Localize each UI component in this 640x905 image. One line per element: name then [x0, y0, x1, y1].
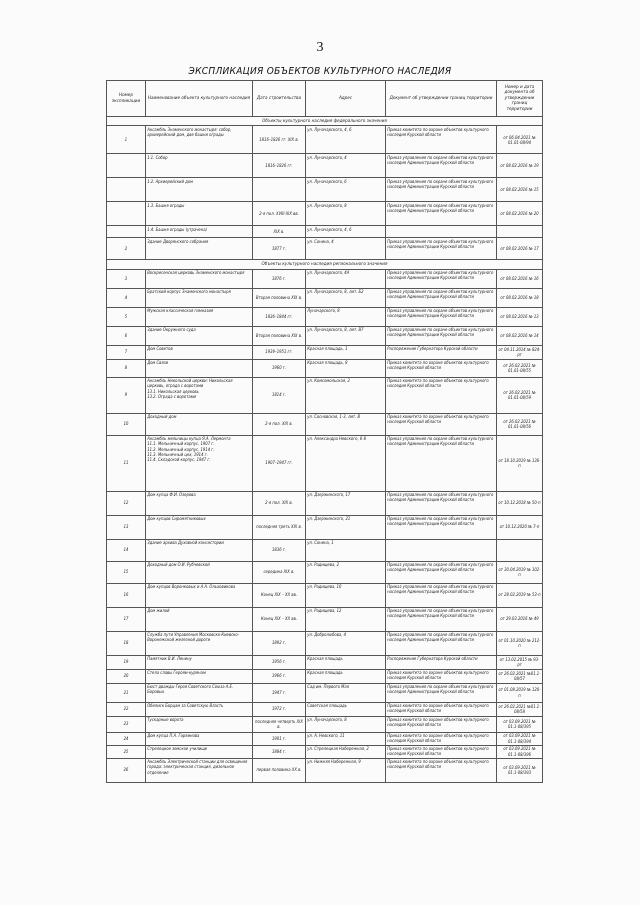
cell-address: ул. А. Невского, 11 — [306, 732, 386, 745]
cell-address: ул. Луначарского, 6 — [306, 178, 386, 202]
cell-address: Луначарского, 8 — [306, 307, 386, 326]
table-header-row — [107, 81, 543, 117]
cell-address: ул. Луначарского, 4, 6 — [306, 226, 386, 238]
table-row — [107, 435, 543, 491]
cell-name: Бюст дважды Героя Советского Союза А.Е. Боровых — [146, 683, 253, 702]
cell-date: Конец XIX – XX вв. — [253, 607, 306, 631]
cell-document-number: от 06.04.2021 № 01.01-08/94 — [497, 126, 543, 154]
heritage-table — [106, 80, 543, 783]
cell-num: 9 — [107, 377, 146, 413]
cell-address: ул. Сонина, 4 — [306, 238, 386, 260]
cell-address: ул. Сосновская, 1-3, лит. В — [306, 413, 386, 435]
cell-name: Дом купца Ф.И. Озерова — [146, 491, 253, 515]
table-row — [107, 377, 543, 413]
cell-date: 1939–1951 гг. — [253, 345, 306, 359]
cell-name: Служба пути Управления Московско-Киевско-Воронежской железной дороги — [146, 631, 253, 655]
cell-date: 1877 г. — [253, 238, 306, 260]
table-row — [107, 745, 543, 758]
cell-name: Памятник В.И. Ленину — [146, 655, 253, 669]
table-row — [107, 238, 543, 260]
cell-document-number: от 04.11.2014 № 824-рг — [498, 346, 541, 358]
cell-num: 7 — [107, 345, 146, 359]
cell-date: Вторая половина XIX в. — [253, 288, 306, 307]
table-row — [107, 669, 543, 683]
cell-num: 19 — [107, 655, 146, 669]
table-row — [107, 491, 543, 515]
section-row — [107, 117, 543, 126]
cell-date: 1892 г. — [253, 631, 306, 655]
cell-address: ул. Дзержинского, 17 — [306, 491, 386, 515]
table-row — [107, 307, 543, 326]
cell-num: 20 — [107, 669, 146, 683]
cell-document: Приказ управления по охране объектов культурного наследия Администрации Курской области — [386, 178, 497, 202]
cell-num: 24 — [107, 732, 146, 745]
cell-num: 14 — [107, 539, 146, 561]
section-row — [107, 260, 543, 269]
cell-name: Дом Советов — [146, 345, 253, 359]
cell-num: 10 — [107, 413, 146, 435]
cell-address: ул. Радищева, 10 — [306, 583, 386, 607]
cell-name: Здание архива Духовной консистории — [146, 539, 253, 561]
cell-document: Приказ управления по охране объектов культурного наследия Администрации Курской области — [386, 238, 497, 260]
cell-document: Приказ управления по охране объектов культурного наследия Администрации Курской области — [386, 561, 497, 583]
cell-num — [107, 202, 146, 226]
cell-date: 1966 г. — [253, 669, 306, 683]
cell-document-number: от 01.08.2019 № 120-п — [497, 683, 543, 702]
cell-address: Красная площадь — [306, 669, 386, 683]
cell-document: Приказ управления по охране объектов культурного наследия Администрации Курской области — [386, 583, 497, 607]
cell-document-number: от 26.02.2021 № 01.01-08/56 — [497, 413, 543, 435]
cell-document: Приказ управления по охране объектов культурного наследия Администрации Курской области — [386, 631, 497, 655]
cell-date: 1884 г. — [253, 745, 306, 758]
cell-date: 1907–1947 гг. — [253, 435, 306, 491]
cell-document-number: от 26.02.2021 №01.1-08/57 — [498, 670, 541, 682]
cell-num: 5 — [107, 307, 146, 326]
cell-num: 13 — [107, 515, 146, 539]
cell-name: Стела славы Героям-курянам — [146, 669, 253, 683]
cell-address: ул. Сонина, 1 — [306, 539, 386, 561]
cell-num — [107, 178, 146, 202]
cell-document: Приказ управления по охране объектов культурного наследия Администрации Курской области — [386, 307, 497, 326]
cell-document-number: от 26.02.2021 №01.1-08/58 — [498, 703, 541, 715]
cell-name: Тускарные ворота — [146, 716, 253, 732]
cell-num: 12 — [107, 491, 146, 515]
cell-date: 1972 г. — [253, 702, 306, 716]
cell-num: 15 — [107, 561, 146, 583]
cell-document-number: от 03.09.2021 № 01.1-08/394 — [497, 732, 543, 745]
cell-num: 3 — [107, 269, 146, 288]
cell-document-number: от 08.02.2016 № 13 — [497, 307, 543, 326]
cell-document: Приказ комитета по охране объектов культурного наследия Курской области — [386, 377, 497, 413]
cell-num — [107, 226, 146, 238]
cell-num: 2 — [107, 238, 146, 260]
cell-document-number: от 03.09.2021 № 01.1-08/393 — [497, 758, 543, 782]
cell-document: Приказ комитета по охране объектов культурного наследия Курской области — [386, 413, 497, 435]
cell-document-number: от 18.10.2019 № 136-п — [497, 435, 543, 491]
cell-document-number: от 08.02.2016 № 17 — [497, 238, 543, 260]
cell-date: 1956 г. — [253, 655, 306, 669]
cell-address: Красная площадь — [306, 655, 386, 669]
table-row — [107, 539, 543, 561]
cell-address: ул. Луначарского, 4 — [306, 154, 386, 178]
cell-address: ул. Дзержинского, 21 — [306, 515, 386, 539]
table-row — [107, 702, 543, 716]
cell-document-number: от 08.02.2016 № 19 — [497, 154, 543, 178]
cell-name: Доходный дом О.И. Рубчевской — [146, 561, 253, 583]
header-document: Документ об утверждении границ территории — [386, 81, 497, 117]
cell-num: 25 — [107, 745, 146, 758]
cell-document-number: от 08.02.2016 № 14 — [497, 326, 543, 345]
table-row — [107, 178, 543, 202]
cell-document: Приказ комитета по охране объектов культурного наследия Курской области — [386, 745, 497, 758]
cell-document-number: от 10.12.2018 № 50-п — [497, 491, 543, 515]
table-row — [107, 269, 543, 288]
section-regional: Объекты культурного наследия регионального значения — [107, 260, 543, 269]
cell-document-number: от 08.02.2016 № 18 — [497, 288, 543, 307]
table-row — [107, 561, 543, 583]
cell-num: 11 — [107, 435, 146, 491]
cell-document-number: от 03.09.2021 № 01.1-08/396 — [497, 745, 543, 758]
cell-document-number: от 28.02.2019 № 53-п — [497, 583, 543, 607]
cell-document: Приказ комитета по охране объектов культурного наследия Курской области — [386, 716, 497, 732]
table-body — [107, 126, 543, 782]
cell-document: Приказ комитета по охране объектов культурного наследия Курской области — [386, 669, 497, 683]
cell-document: Приказ управления по охране объектов культурного наследия Администрации Курской области — [386, 202, 497, 226]
table-row — [107, 732, 543, 745]
cell-address: Красная площадь, 1 — [306, 345, 386, 359]
cell-date: 1814 г. — [253, 377, 306, 413]
cell-document: Распоряжение Губернатора Курской области — [386, 345, 497, 359]
cell-document: Приказ комитета по охране объектов культурного наследия Курской области — [386, 126, 497, 154]
table-row — [107, 655, 543, 669]
cell-name: Доходный дом — [146, 413, 253, 435]
cell-document: Распоряжение Губернатора Курской области — [386, 655, 497, 669]
cell-address: ул. Луначарского, 8 — [306, 716, 386, 732]
cell-date: 1816–1826 гг. XIX в. — [253, 126, 306, 154]
cell-document: Приказ комитета по охране объектов культурного наследия Курской области — [386, 702, 497, 716]
header-address: Адрес — [306, 81, 386, 117]
cell-date: 2-я пол. XIX в. — [253, 413, 306, 435]
cell-num: 22 — [107, 702, 146, 716]
cell-document-number: от 29.03.2016 № 49 — [497, 607, 543, 631]
table-row — [107, 413, 543, 435]
cell-date: 1836–1844 гг. — [253, 307, 306, 326]
cell-date: 2-я пол. XVIII-XIX вв. — [253, 202, 306, 226]
cell-document-number: от 03.09.2021 № 01.1-08/395 — [497, 716, 543, 732]
cell-num — [107, 154, 146, 178]
cell-document: Приказ управления по охране объектов культурного наследия Администрации Курской области — [386, 269, 497, 288]
cell-name: Обелиск Борцам за Советскую Власть — [146, 702, 253, 716]
cell-address: Советская площадь — [306, 702, 386, 716]
cell-document: Приказ управления по охране объектов культурного наследия Администрации Курской области — [386, 515, 497, 539]
cell-document — [386, 539, 497, 561]
cell-name: 1.4. Башня ограды (утрачена) — [146, 226, 253, 238]
cell-document-number: от 10.12.2020 № 7-п — [497, 515, 543, 539]
cell-document-number: от 13.02.2015 № 93-рг — [497, 655, 543, 669]
cell-name: Дом купцов Воронковых и А.А. Ольховикова — [146, 583, 253, 607]
cell-address: ул. Луначарского, 8, лит. Б2 — [306, 288, 386, 307]
cell-document-number: от 26.02.2021 № 01.01-08/59 — [497, 377, 543, 413]
cell-num: 26 — [107, 758, 146, 782]
cell-date: последняя треть XIX в. — [253, 515, 306, 539]
cell-date: 1816–1826 гг. — [253, 154, 306, 178]
cell-address: ул. Александра Невского, 6-8 — [306, 435, 386, 491]
cell-document-number: от 08.02.2016 № 20 — [497, 202, 543, 226]
cell-document-number: от 30.04.2019 № 102-п — [497, 561, 543, 583]
cell-document-number — [497, 539, 543, 561]
cell-document: Приказ управления по охране объектов культурного наследия Администрации Курской области — [386, 683, 497, 702]
cell-date: 1901 г. — [253, 732, 306, 745]
table-row — [107, 515, 543, 539]
cell-document: Приказ комитета по охране объектов культурного наследия Курской области — [386, 359, 497, 377]
cell-address: ул. Добролюбова, 4 — [306, 631, 386, 655]
table-row — [107, 583, 543, 607]
cell-num: 16 — [107, 583, 146, 607]
cell-name: Братский корпус Знаменского монастыря — [146, 288, 253, 307]
page-number: 3 — [316, 40, 324, 55]
table-row — [107, 607, 543, 631]
cell-document: Приказ управления по охране объектов культурного наследия Администрации Курской области — [386, 154, 497, 178]
cell-date: Конец XIX – XX вв. — [253, 583, 306, 607]
cell-address: ул. Луначарского, 8, лит. В7 — [306, 326, 386, 345]
cell-document-number: от 26.02.2021 № 01.01-08/55 — [497, 359, 543, 377]
cell-num: 17 — [107, 607, 146, 631]
cell-document — [386, 226, 497, 238]
cell-address: ул. Радищева, 2 — [306, 561, 386, 583]
header-name: Наименование объекта культурного наследия — [146, 81, 253, 117]
header-num: Номер экспликации — [107, 81, 146, 117]
cell-address: ул. Луначарского, 4А — [306, 269, 386, 288]
cell-address: Сад им. Первого Мая — [306, 683, 386, 702]
cell-name: Ансамбль мельницы купца Я.А. Лермонта 11.1. Мельничный корпус, 1907 г. 11.2. Мельничный корпус, 1914 г. 11.3. Мельничный цех, 1914 г. 11.4. Складской корпус, 1947 г. — [146, 435, 253, 491]
cell-date: последняя четверть XIX в. — [253, 716, 306, 732]
cell-name: Дом купца П.А. Горяинова — [146, 732, 253, 745]
cell-document: Приказ управления по охране объектов культурного наследия Администрации Курской области — [386, 491, 497, 515]
cell-date: середина XIX в. — [253, 561, 306, 583]
table-row — [107, 683, 543, 702]
cell-address: ул. Стрелецкая Набережная, 2 — [306, 745, 386, 758]
cell-date: 2-я пол. XIX в. — [253, 491, 306, 515]
cell-date: XIX в. — [253, 226, 306, 238]
cell-num: 1 — [107, 126, 146, 154]
cell-date: 1947 г. — [253, 683, 306, 702]
cell-document: Приказ управления по охране объектов культурного наследия Администрации Курской области — [386, 607, 497, 631]
cell-name: Дом купцов Сиромятниковых — [146, 515, 253, 539]
cell-document: Приказ управления по охране объектов культурного наследия Администрации Курской области — [386, 326, 497, 345]
cell-num: 23 — [107, 716, 146, 732]
table-row — [107, 288, 543, 307]
table-row — [107, 716, 543, 732]
cell-document-number: от 08.02.2016 № 16 — [497, 269, 543, 288]
header-document-number: Номер и дата документа об утверждении границ территории — [497, 81, 543, 117]
cell-address: Красная площадь, 8 — [306, 359, 386, 377]
cell-num: 6 — [107, 326, 146, 345]
cell-num: 18 — [107, 631, 146, 655]
cell-name: Дом Связи — [146, 359, 253, 377]
cell-name: Здание Окружного суда — [146, 326, 253, 345]
header-date: Дата строительства — [253, 81, 306, 117]
cell-name: Ансамбль Знаменского монастыря: собор, архиерейский дом, две башни ограды — [146, 126, 253, 154]
table-row — [107, 631, 543, 655]
cell-address: ул. Комсомольская, 2 — [306, 377, 386, 413]
cell-name: Ансамбль Никольской церкви: Никольская церковь, ограда с воротами 13.1. Никольская церковь 13.2. Ограда с воротами — [146, 377, 253, 413]
cell-address: ул. Нижняя Набережная, 9 — [306, 758, 386, 782]
cell-date: 1836 г. — [253, 539, 306, 561]
cell-date: 1876 г. — [253, 269, 306, 288]
cell-document: Приказ комитета по охране объектов культурного наследия Курской области — [386, 758, 497, 782]
cell-date — [253, 178, 306, 202]
cell-name: Воскресенская церковь Знаменского монастыря — [146, 269, 253, 288]
cell-document: Приказ управления по охране объектов культурного наследия Администрации Курской области — [386, 288, 497, 307]
cell-name: Дом жилой — [146, 607, 253, 631]
table-row — [107, 326, 543, 345]
cell-document-number — [497, 226, 543, 238]
cell-num: 8 — [107, 359, 146, 377]
cell-name: Мужская классическая гимназия — [146, 307, 253, 326]
cell-address: ул. Луначарского, 4, 6 — [306, 126, 386, 154]
cell-num: 4 — [107, 288, 146, 307]
table-row — [107, 154, 543, 178]
cell-date: 1960 г. — [253, 359, 306, 377]
table-row — [107, 126, 543, 154]
cell-name: 1.3. Башня ограды — [146, 202, 253, 226]
cell-address: ул. Радищева, 12 — [306, 607, 386, 631]
cell-date: Вторая половина XIX в. — [253, 326, 306, 345]
cell-document-number: от 01.10.2020 № 212-п — [497, 631, 543, 655]
document-title: ЭКСПЛИКАЦИЯ ОБЪЕКТОВ КУЛЬТУРНОГО НАСЛЕДИЯ — [188, 66, 452, 77]
section-federal: Объекты культурного наследия федерального значения — [107, 117, 543, 126]
table-row — [107, 345, 543, 359]
cell-date: первая половина XX в. — [253, 758, 306, 782]
cell-document: Приказ комитета по охране объектов культурного наследия Курской области — [386, 732, 497, 745]
cell-name: 1.1. Собор — [146, 154, 253, 178]
cell-document-number: от 08.02.2016 № 15 — [497, 178, 543, 202]
cell-name: 1.2. Архиерейский дом — [146, 178, 253, 202]
cell-num: 21 — [107, 683, 146, 702]
table-row — [107, 359, 543, 377]
cell-name: Здание Дворянского собрания — [146, 238, 253, 260]
cell-address: ул. Луначарского, 8 — [306, 202, 386, 226]
table-row — [107, 226, 543, 238]
table-row — [107, 758, 543, 782]
cell-name: Ансамбль Электрической станции для освещения города: электрическая станция, дизельное отделение — [146, 758, 253, 782]
cell-document: Приказ управления по охране объектов культурного наследия Администрации Курской области — [386, 435, 497, 491]
table-row — [107, 202, 543, 226]
cell-name: Стрелецкое земское училище — [146, 745, 253, 758]
